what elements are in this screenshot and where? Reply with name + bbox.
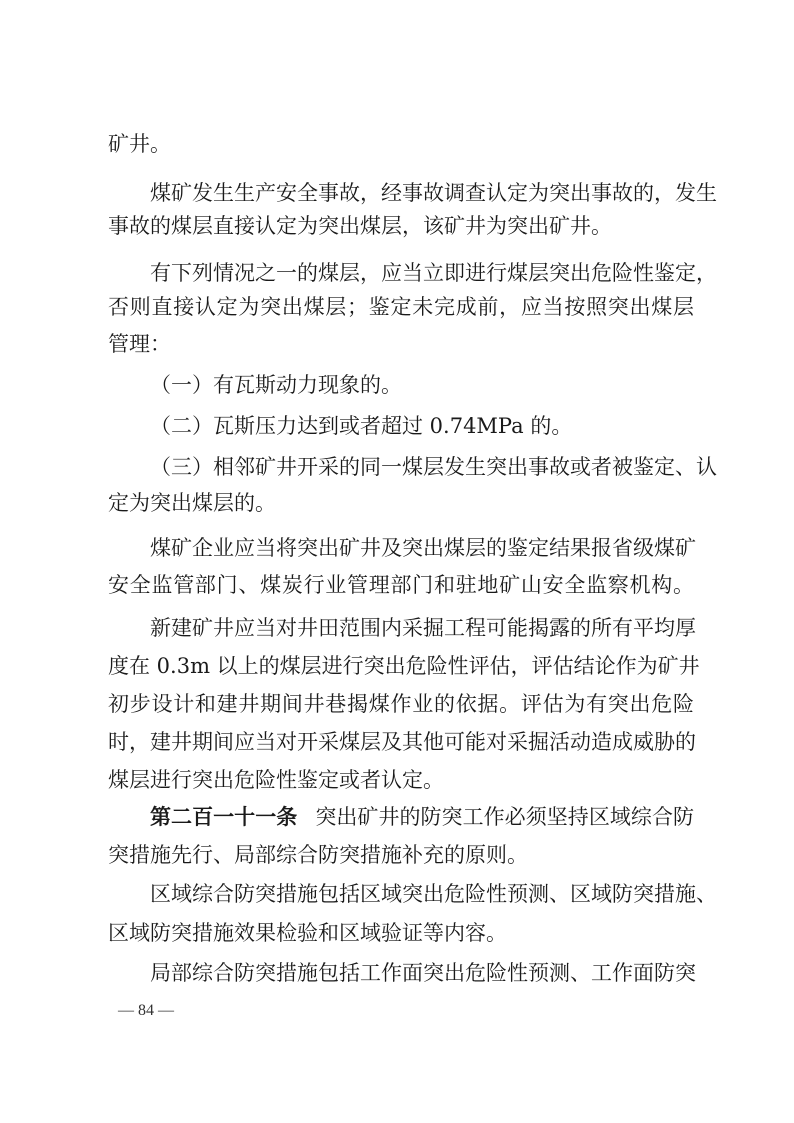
text-line: 安全监管部门、煤炭行业管理部门和驻地矿山安全监察机构。 — [108, 573, 694, 597]
article-line — [150, 802, 694, 832]
text-line: 局部综合防突措施包括工作面突出危险性预测、工作面防突 — [150, 961, 696, 985]
text-line: 区域综合防突措施包括区域突出危险性预测、区域防突措施、 — [150, 882, 717, 906]
text-line: 煤矿企业应当将突出矿井及突出煤层的鉴定结果报省级煤矿 — [150, 536, 696, 560]
text-line: 有下列情况之一的煤层，应当立即进行煤层突出危险性鉴定， — [150, 261, 717, 285]
text-line: 煤矿发生生产安全事故，经事故调查认定为突出事故的，发生 — [150, 181, 717, 205]
text-line: （二）瓦斯压力达到或者超过 0.74MPa 的。 — [150, 414, 573, 438]
text-line: 事故的煤层直接认定为突出煤层，该矿井为突出矿井。 — [108, 214, 612, 238]
text-line: 度在 0.3m 以上的煤层进行突出危险性评估，评估结论作为矿井 — [108, 654, 700, 678]
text-line: 时，建井期间应当对开采煤层及其他可能对采掘活动造成威胁的 — [108, 730, 696, 754]
text-line: 新建矿井应当对井田范围内采掘工程可能揭露的所有平均厚 — [150, 616, 696, 640]
article-text: 突出矿井的防突工作必须坚持区域综合防 — [315, 805, 694, 829]
text-line: 管理： — [108, 332, 171, 356]
text-line: 初步设计和建井期间井巷揭煤作业的依据。评估为有突出危险 — [108, 692, 694, 716]
page-number: — 84 — — [118, 1002, 174, 1019]
article-heading: 第二百一十一条 — [150, 804, 298, 829]
text-line: 定为突出煤层的。 — [108, 491, 276, 515]
text-line: 突措施先行、局部综合防突措施补充的原则。 — [108, 843, 528, 867]
text-line: （一）有瓦斯动力现象的。 — [150, 373, 402, 397]
text-line: 否则直接认定为突出煤层；鉴定未完成前，应当按照突出煤层 — [108, 295, 694, 319]
text-line: 区域防突措施效果检验和区域验证等内容。 — [108, 921, 507, 945]
text-line: 煤层进行突出危险性鉴定或者认定。 — [108, 768, 444, 792]
text-line: （三）相邻矿井开采的同一煤层发生突出事故或者被鉴定、认 — [150, 455, 717, 479]
text-line: 矿井。 — [108, 132, 171, 156]
